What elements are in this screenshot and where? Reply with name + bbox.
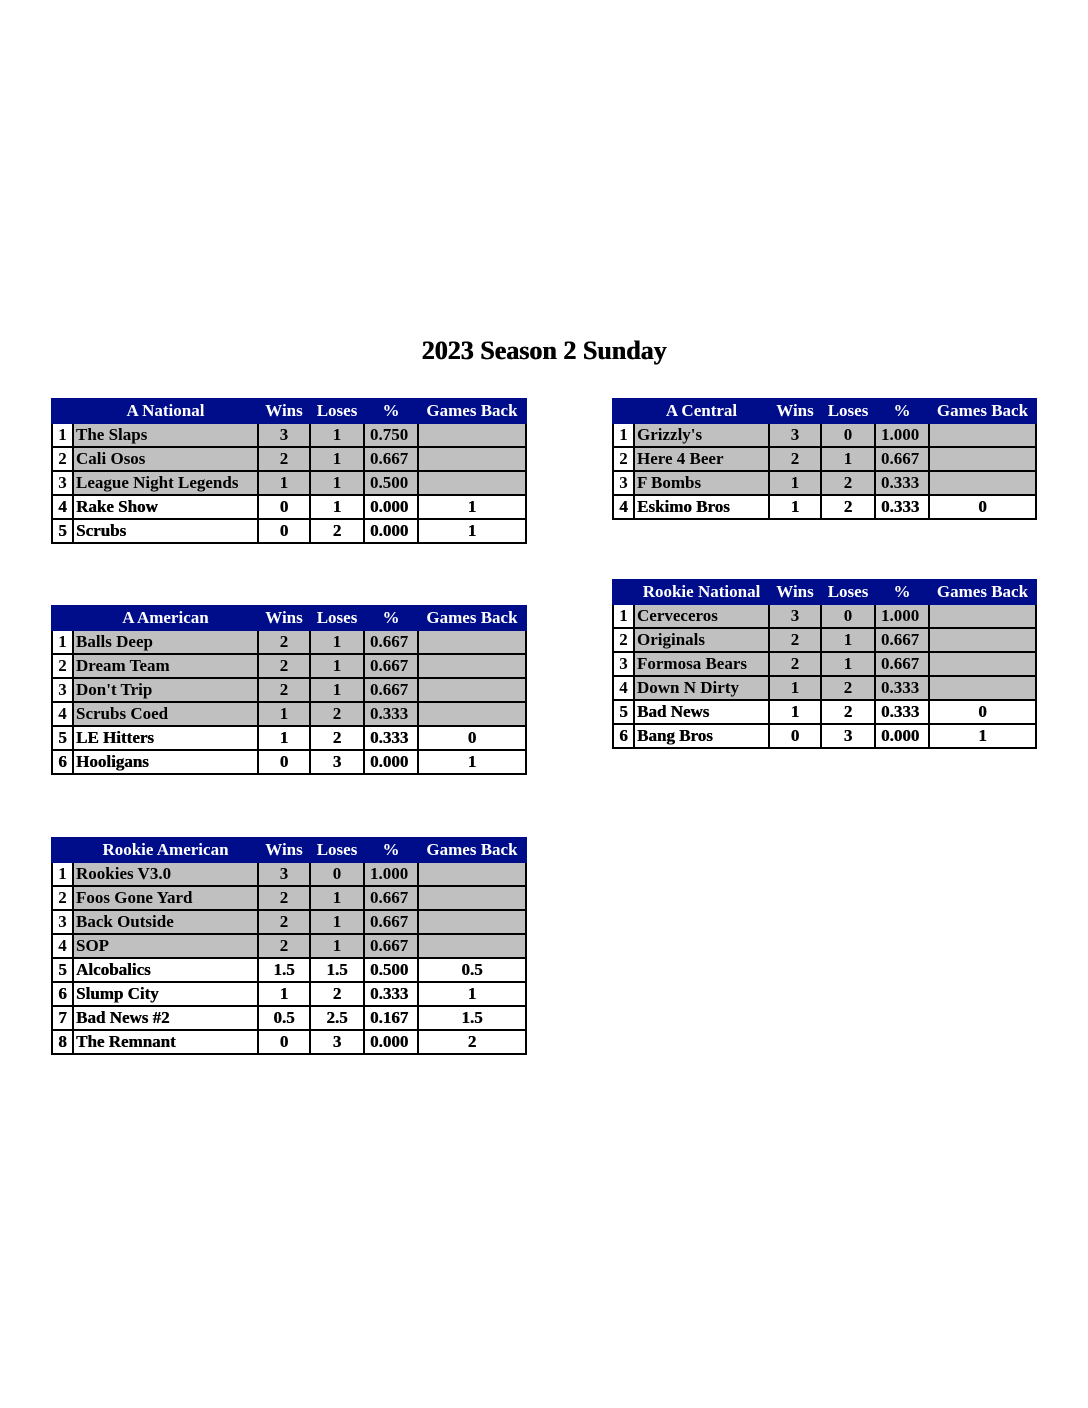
rank-cell: 3 xyxy=(613,652,634,676)
table-row xyxy=(52,447,526,471)
rank-cell: 3 xyxy=(613,471,634,495)
team-name: Here 4 Beer xyxy=(634,447,769,471)
pct-cell: 0.333 xyxy=(875,495,929,519)
rank-cell: 4 xyxy=(613,495,634,519)
wins-cell: 2 xyxy=(258,678,310,702)
team-name: Scrubs xyxy=(73,519,258,543)
loses-cell: 2 xyxy=(821,676,875,700)
team-name: Don't Trip xyxy=(73,678,258,702)
pct-header: % xyxy=(364,838,418,862)
wins-cell: 3 xyxy=(769,604,821,628)
loses-cell: 1 xyxy=(310,471,364,495)
games-back-cell xyxy=(418,654,526,678)
pct-cell: 0.000 xyxy=(364,750,418,774)
rank-cell: 6 xyxy=(52,982,73,1006)
wins-header: Wins xyxy=(258,838,310,862)
table-row xyxy=(52,934,526,958)
games-back-cell xyxy=(929,676,1036,700)
loses-cell: 1 xyxy=(821,652,875,676)
pct-cell: 0.333 xyxy=(875,676,929,700)
table-row xyxy=(613,652,1036,676)
games-back-cell xyxy=(929,628,1036,652)
games-back-cell: 1 xyxy=(418,750,526,774)
table-row xyxy=(613,471,1036,495)
rookie-american-table xyxy=(51,837,527,1055)
header-row xyxy=(613,399,1036,423)
rank-cell: 4 xyxy=(52,495,73,519)
pct-cell: 0.333 xyxy=(875,471,929,495)
table-row xyxy=(52,654,526,678)
loses-header: Loses xyxy=(310,399,364,423)
pct-header: % xyxy=(875,399,929,423)
pct-cell: 0.000 xyxy=(875,724,929,748)
wins-header: Wins xyxy=(258,399,310,423)
team-name: F Bombs xyxy=(634,471,769,495)
games-back-header: Games Back xyxy=(929,399,1036,423)
team-name: Grizzly's xyxy=(634,423,769,447)
loses-cell: 2 xyxy=(310,982,364,1006)
wins-cell: 0 xyxy=(258,495,310,519)
rank-cell: 4 xyxy=(52,934,73,958)
wins-cell: 2 xyxy=(769,447,821,471)
games-back-cell xyxy=(929,652,1036,676)
games-back-cell xyxy=(418,702,526,726)
rank-cell: 7 xyxy=(52,1006,73,1030)
rank-header xyxy=(52,838,73,862)
loses-header: Loses xyxy=(310,606,364,630)
rank-cell: 4 xyxy=(613,676,634,700)
rank-cell: 2 xyxy=(613,447,634,471)
table-row xyxy=(613,700,1036,724)
team-name: Bad News xyxy=(634,700,769,724)
rank-cell: 3 xyxy=(52,471,73,495)
wins-header: Wins xyxy=(769,399,821,423)
pct-cell: 1.000 xyxy=(364,862,418,886)
games-back-cell xyxy=(418,678,526,702)
loses-header: Loses xyxy=(310,838,364,862)
loses-cell: 0 xyxy=(821,423,875,447)
pct-header: % xyxy=(875,580,929,604)
loses-cell: 0 xyxy=(821,604,875,628)
table-row xyxy=(613,628,1036,652)
rank-cell: 2 xyxy=(52,654,73,678)
team-name: SOP xyxy=(73,934,258,958)
team-name: The Remnant xyxy=(73,1030,258,1054)
team-name: LE Hitters xyxy=(73,726,258,750)
table-row xyxy=(613,676,1036,700)
pct-header: % xyxy=(364,399,418,423)
team-name: Eskimo Bros xyxy=(634,495,769,519)
pct-cell: 0.333 xyxy=(364,982,418,1006)
wins-cell: 2 xyxy=(258,630,310,654)
team-name: Formosa Bears xyxy=(634,652,769,676)
wins-cell: 2 xyxy=(258,934,310,958)
team-name: Foos Gone Yard xyxy=(73,886,258,910)
rank-cell: 1 xyxy=(613,423,634,447)
games-back-cell xyxy=(929,423,1036,447)
team-name: Rake Show xyxy=(73,495,258,519)
pct-cell: 0.500 xyxy=(364,471,418,495)
table-row xyxy=(52,630,526,654)
wins-cell: 1 xyxy=(769,471,821,495)
loses-header: Loses xyxy=(821,580,875,604)
rank-header xyxy=(613,399,634,423)
team-name: Cerveceros xyxy=(634,604,769,628)
rank-cell: 6 xyxy=(52,750,73,774)
team-name: The Slaps xyxy=(73,423,258,447)
loses-header: Loses xyxy=(821,399,875,423)
table-row xyxy=(52,423,526,447)
games-back-cell: 1.5 xyxy=(418,1006,526,1030)
loses-cell: 1 xyxy=(310,495,364,519)
pct-cell: 0.667 xyxy=(875,447,929,471)
loses-cell: 3 xyxy=(821,724,875,748)
wins-cell: 2 xyxy=(769,652,821,676)
wins-cell: 0 xyxy=(769,724,821,748)
loses-cell: 1 xyxy=(310,423,364,447)
wins-cell: 2 xyxy=(258,910,310,934)
division-name: Rookie National xyxy=(634,580,769,604)
wins-cell: 0.5 xyxy=(258,1006,310,1030)
pct-cell: 0.667 xyxy=(875,652,929,676)
loses-cell: 1 xyxy=(310,910,364,934)
table-row xyxy=(52,471,526,495)
rank-cell: 1 xyxy=(52,630,73,654)
wins-cell: 3 xyxy=(258,423,310,447)
table-row xyxy=(52,726,526,750)
pct-cell: 0.667 xyxy=(364,447,418,471)
a-national-table xyxy=(51,398,527,544)
games-back-cell xyxy=(418,630,526,654)
wins-header: Wins xyxy=(769,580,821,604)
rank-cell: 5 xyxy=(52,958,73,982)
header-row xyxy=(52,399,526,423)
rank-cell: 4 xyxy=(52,702,73,726)
wins-cell: 3 xyxy=(258,862,310,886)
rank-cell: 2 xyxy=(52,447,73,471)
loses-cell: 2.5 xyxy=(310,1006,364,1030)
games-back-header: Games Back xyxy=(418,838,526,862)
loses-cell: 1 xyxy=(310,678,364,702)
loses-cell: 2 xyxy=(821,700,875,724)
loses-cell: 1 xyxy=(310,630,364,654)
team-name: Scrubs Coed xyxy=(73,702,258,726)
games-back-cell: 0 xyxy=(929,700,1036,724)
rank-cell: 5 xyxy=(52,726,73,750)
wins-cell: 1 xyxy=(258,982,310,1006)
rank-header xyxy=(52,399,73,423)
rank-cell: 5 xyxy=(52,519,73,543)
games-back-header: Games Back xyxy=(418,606,526,630)
table-row xyxy=(613,447,1036,471)
wins-cell: 1.5 xyxy=(258,958,310,982)
header-row xyxy=(52,838,526,862)
team-name: Slump City xyxy=(73,982,258,1006)
wins-header: Wins xyxy=(258,606,310,630)
games-back-cell: 0 xyxy=(929,495,1036,519)
table-row xyxy=(52,1006,526,1030)
pct-cell: 0.000 xyxy=(364,1030,418,1054)
games-back-cell: 1 xyxy=(418,982,526,1006)
loses-cell: 2 xyxy=(310,702,364,726)
loses-cell: 1 xyxy=(310,654,364,678)
pct-cell: 0.333 xyxy=(364,726,418,750)
games-back-cell: 1 xyxy=(929,724,1036,748)
loses-cell: 1 xyxy=(310,886,364,910)
pct-cell: 0.500 xyxy=(364,958,418,982)
games-back-cell xyxy=(929,604,1036,628)
loses-cell: 1.5 xyxy=(310,958,364,982)
team-name: Down N Dirty xyxy=(634,676,769,700)
rank-cell: 1 xyxy=(613,604,634,628)
wins-cell: 1 xyxy=(769,676,821,700)
table-row xyxy=(52,678,526,702)
games-back-cell xyxy=(418,886,526,910)
games-back-cell xyxy=(418,910,526,934)
loses-cell: 2 xyxy=(821,471,875,495)
team-name: Back Outside xyxy=(73,910,258,934)
pct-cell: 0.667 xyxy=(364,934,418,958)
team-name: Cali Osos xyxy=(73,447,258,471)
pct-cell: 0.333 xyxy=(364,702,418,726)
table-row xyxy=(52,958,526,982)
pct-cell: 0.000 xyxy=(364,519,418,543)
rank-cell: 8 xyxy=(52,1030,73,1054)
rank-cell: 3 xyxy=(52,678,73,702)
team-name: Balls Deep xyxy=(73,630,258,654)
wins-cell: 1 xyxy=(258,471,310,495)
wins-cell: 1 xyxy=(258,726,310,750)
wins-cell: 0 xyxy=(258,519,310,543)
rank-cell: 1 xyxy=(52,862,73,886)
team-name: Rookies V3.0 xyxy=(73,862,258,886)
table-row xyxy=(52,862,526,886)
division-name: A American xyxy=(73,606,258,630)
games-back-cell xyxy=(929,447,1036,471)
games-back-cell xyxy=(418,934,526,958)
loses-cell: 3 xyxy=(310,750,364,774)
division-name: A Central xyxy=(634,399,769,423)
wins-cell: 2 xyxy=(258,654,310,678)
pct-cell: 0.667 xyxy=(364,630,418,654)
page-title: 2023 Season 2 Sunday xyxy=(421,336,667,365)
rookie-national-table xyxy=(612,579,1037,749)
wins-cell: 2 xyxy=(258,447,310,471)
wins-cell: 1 xyxy=(769,495,821,519)
pct-cell: 1.000 xyxy=(875,604,929,628)
rank-cell: 2 xyxy=(613,628,634,652)
pct-cell: 0.667 xyxy=(364,886,418,910)
rank-cell: 1 xyxy=(52,423,73,447)
table-row xyxy=(52,750,526,774)
pct-header: % xyxy=(364,606,418,630)
loses-cell: 3 xyxy=(310,1030,364,1054)
table-row xyxy=(52,910,526,934)
pct-cell: 0.667 xyxy=(875,628,929,652)
rank-header xyxy=(613,580,634,604)
division-name: A National xyxy=(73,399,258,423)
pct-cell: 0.000 xyxy=(364,495,418,519)
header-row xyxy=(613,580,1036,604)
games-back-cell: 2 xyxy=(418,1030,526,1054)
pct-cell: 0.167 xyxy=(364,1006,418,1030)
team-name: League Night Legends xyxy=(73,471,258,495)
table-row xyxy=(613,423,1036,447)
table-row xyxy=(52,1030,526,1054)
pct-cell: 0.667 xyxy=(364,678,418,702)
pct-cell: 1.000 xyxy=(875,423,929,447)
team-name: Dream Team xyxy=(73,654,258,678)
loses-cell: 1 xyxy=(310,447,364,471)
table-row xyxy=(613,495,1036,519)
rank-cell: 3 xyxy=(52,910,73,934)
loses-cell: 2 xyxy=(821,495,875,519)
games-back-header: Games Back xyxy=(418,399,526,423)
pct-cell: 0.750 xyxy=(364,423,418,447)
games-back-cell: 1 xyxy=(418,495,526,519)
games-back-cell xyxy=(418,423,526,447)
team-name: Originals xyxy=(634,628,769,652)
loses-cell: 1 xyxy=(821,447,875,471)
games-back-cell xyxy=(929,471,1036,495)
rank-header xyxy=(52,606,73,630)
wins-cell: 1 xyxy=(769,700,821,724)
rank-cell: 6 xyxy=(613,724,634,748)
pct-cell: 0.667 xyxy=(364,910,418,934)
loses-cell: 0 xyxy=(310,862,364,886)
rank-cell: 5 xyxy=(613,700,634,724)
loses-cell: 2 xyxy=(310,726,364,750)
wins-cell: 1 xyxy=(258,702,310,726)
division-name: Rookie American xyxy=(73,838,258,862)
table-row xyxy=(613,604,1036,628)
wins-cell: 0 xyxy=(258,750,310,774)
games-back-cell: 0 xyxy=(418,726,526,750)
games-back-header: Games Back xyxy=(929,580,1036,604)
pct-cell: 0.667 xyxy=(364,654,418,678)
wins-cell: 0 xyxy=(258,1030,310,1054)
games-back-cell: 1 xyxy=(418,519,526,543)
pct-cell: 0.333 xyxy=(875,700,929,724)
rank-cell: 2 xyxy=(52,886,73,910)
a-american-table xyxy=(51,605,527,775)
wins-cell: 2 xyxy=(769,628,821,652)
table-row xyxy=(52,702,526,726)
team-name: Bang Bros xyxy=(634,724,769,748)
games-back-cell xyxy=(418,862,526,886)
header-row xyxy=(52,606,526,630)
wins-cell: 2 xyxy=(258,886,310,910)
team-name: Alcobalics xyxy=(73,958,258,982)
games-back-cell xyxy=(418,447,526,471)
table-row xyxy=(52,519,526,543)
loses-cell: 2 xyxy=(310,519,364,543)
table-row xyxy=(613,724,1036,748)
loses-cell: 1 xyxy=(310,934,364,958)
games-back-cell: 0.5 xyxy=(418,958,526,982)
team-name: Bad News #2 xyxy=(73,1006,258,1030)
team-name: Hooligans xyxy=(73,750,258,774)
table-row xyxy=(52,495,526,519)
table-row xyxy=(52,886,526,910)
games-back-cell xyxy=(418,471,526,495)
wins-cell: 3 xyxy=(769,423,821,447)
a-central-table xyxy=(612,398,1037,520)
table-row xyxy=(52,982,526,1006)
loses-cell: 1 xyxy=(821,628,875,652)
